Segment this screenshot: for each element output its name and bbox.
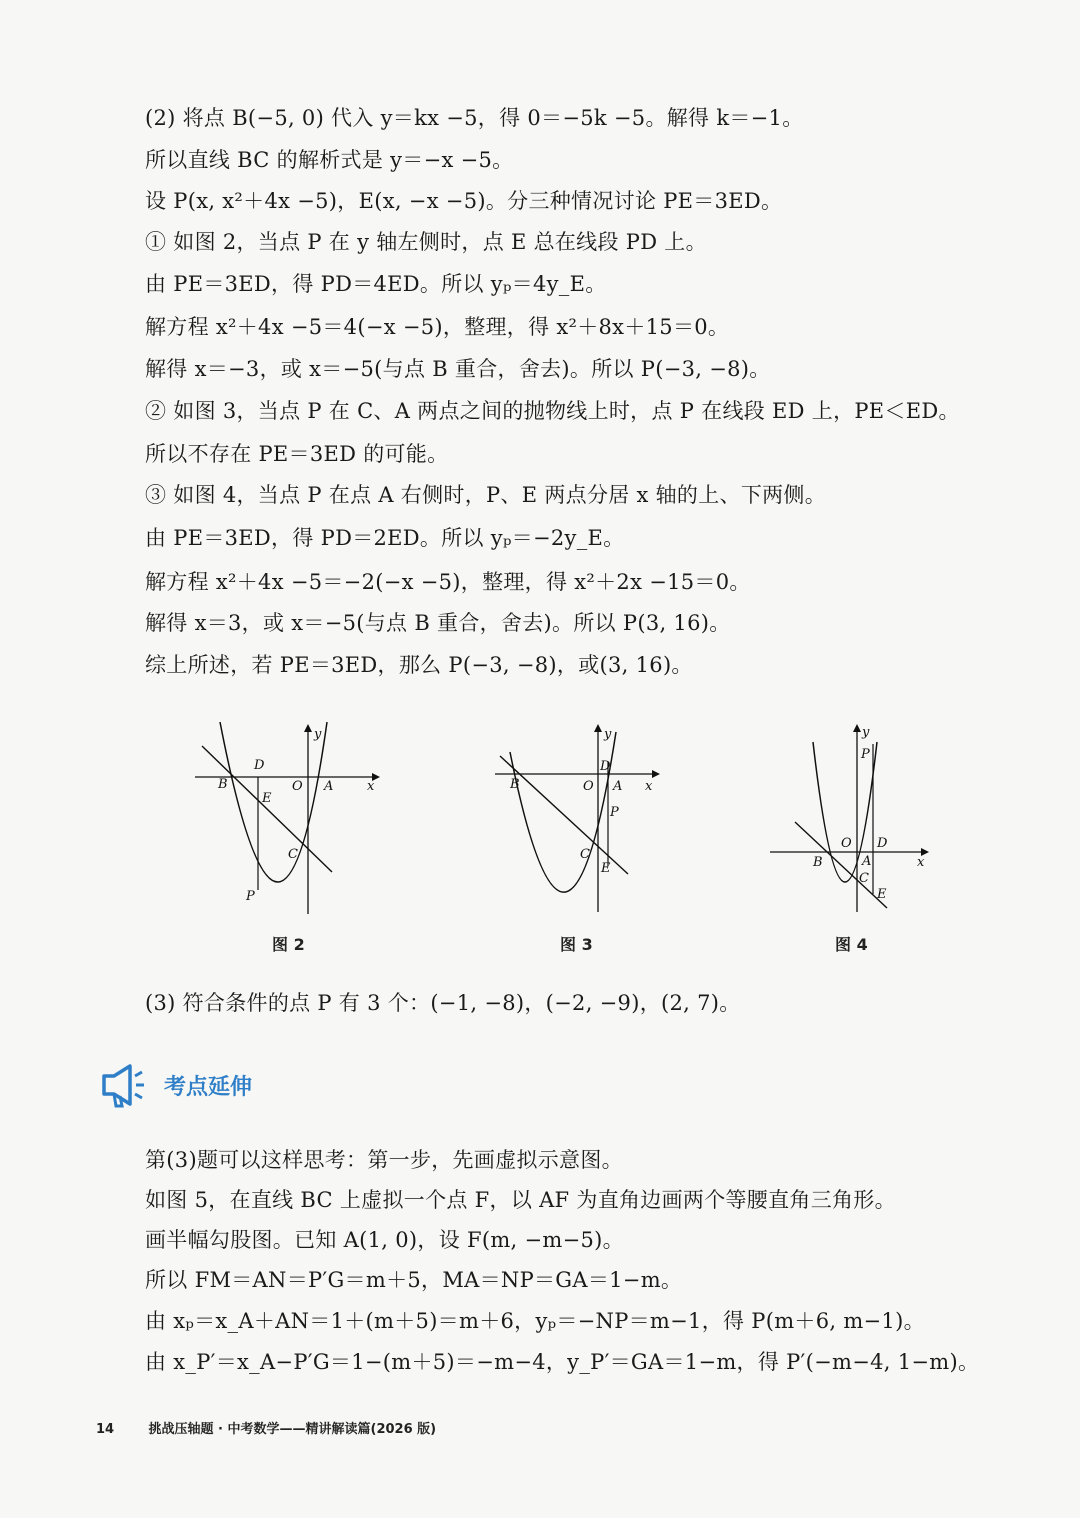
label-y: y [314, 727, 322, 742]
label-p: P [610, 805, 619, 820]
solution-line-7: 解得 x＝−3，或 x＝−5(与点 B 重合，舍去)。所以 P(−3, −8)。 [145, 357, 771, 381]
label-a: A [613, 779, 623, 794]
x-axis-arrow-icon [652, 770, 660, 778]
label-e: E [877, 887, 887, 902]
label-o: O [841, 836, 852, 851]
figure-4 [765, 722, 945, 922]
page-number: 14 [96, 1422, 115, 1437]
figure-4-caption: 图 4 [835, 935, 868, 954]
megaphone-icon [100, 1062, 152, 1108]
parabola [220, 722, 327, 882]
solution-line-1: (2) 将点 B(−5, 0) 代入 y＝kx −5，得 0＝−5k −5。解得 k＝−1。 [145, 106, 804, 130]
figure-4-graph [765, 722, 945, 922]
label-d: D [877, 836, 888, 851]
solution-line-2: 所以直线 BC 的解析式是 y＝−x −5。 [145, 148, 514, 172]
label-e: E [601, 861, 611, 876]
label-c: C [288, 847, 298, 862]
y-axis-arrow-icon [853, 724, 861, 732]
label-o: O [583, 779, 594, 794]
extension-line-2: 如图 5，在直线 BC 上虚拟一个点 F，以 AF 为直角边画两个等腰直角三角形。 [145, 1188, 896, 1212]
extension-line-5: 由 xₚ＝x_A＋AN＝1＋(m＋5)＝m＋6，yₚ＝−NP＝m−1，得 P(m＋6, m−1)。 [145, 1309, 925, 1333]
label-d: D [600, 759, 611, 774]
extension-line-3: 画半幅勾股图。已知 A(1, 0)，设 F(m, −m−5)。 [145, 1228, 624, 1252]
solution-line-10: ③ 如图 4，当点 P 在点 A 右侧时，P、E 两点分居 x 轴的上、下两侧。 [145, 483, 827, 507]
label-y: y [604, 727, 612, 742]
extension-line-1: 第(3)题可以这样思考：第一步，先画虚拟示意图。 [145, 1148, 623, 1172]
solution-line-9: 所以不存在 PE＝3ED 的可能。 [145, 442, 449, 466]
solution-line-6: 解方程 x²＋4x −5＝4(−x −5)，整理，得 x²＋8x＋15＝0。 [145, 315, 730, 339]
label-x: x [645, 779, 653, 794]
label-p: P [861, 747, 870, 762]
label-y: y [862, 725, 870, 740]
label-p: P [246, 889, 255, 904]
label-o: O [292, 779, 303, 794]
section-header [100, 1060, 252, 1110]
figure-3 [490, 722, 690, 922]
label-c: C [859, 871, 869, 886]
label-a: A [862, 854, 872, 869]
y-axis-arrow-icon [304, 724, 312, 732]
label-a: A [324, 779, 334, 794]
label-x: x [367, 779, 375, 794]
label-d: D [254, 758, 265, 773]
part-3-answer: (3) 符合条件的点 P 有 3 个：(−1, −8)，(−2, −9)，(2, 7)。 [145, 991, 741, 1015]
book-title: 挑战压轴题 · 中考数学——精讲解读篇(2026 版) [148, 1422, 437, 1437]
label-c: C [580, 847, 590, 862]
solution-line-13: 解得 x＝3，或 x＝−5(与点 B 重合，舍去)。所以 P(3, 16)。 [145, 611, 731, 635]
label-b: B [510, 777, 520, 792]
figure-2 [190, 722, 390, 922]
extension-line-4: 所以 FM＝AN＝P′G＝m＋5，MA＝NP＝GA＝1−m。 [145, 1268, 683, 1292]
section-title: 考点延伸 [164, 1074, 253, 1100]
solution-line-8: ② 如图 3，当点 P 在 C、A 两点之间的抛物线上时，点 P 在线段 ED 上，PE＜ED。 [145, 399, 960, 423]
solution-line-5: 由 PE＝3ED，得 PD＝4ED。所以 yₚ＝4y_E。 [145, 272, 607, 296]
solution-line-3: 设 P(x, x²＋4x −5)，E(x, −x −5)。分三种情况讨论 PE＝3ED。 [145, 189, 783, 213]
figure-3-caption: 图 3 [560, 935, 593, 954]
figure-2-caption: 图 2 [272, 935, 305, 954]
solution-line-11: 由 PE＝3ED，得 PD＝2ED。所以 yₚ＝−2y_E。 [145, 526, 625, 550]
label-b: B [218, 777, 228, 792]
solution-line-14: 综上所述，若 PE＝3ED，那么 P(−3, −8)，或(3, 16)。 [145, 653, 693, 677]
figure-3-graph [490, 722, 690, 922]
solution-line-12: 解方程 x²＋4x −5＝−2(−x −5)，整理，得 x²＋2x −15＝0。 [145, 570, 751, 594]
y-axis-arrow-icon [594, 724, 602, 732]
figure-2-graph [190, 722, 390, 922]
label-e: E [262, 791, 272, 806]
page-footer [96, 1418, 436, 1437]
extension-line-6: 由 x_P′＝x_A−P′G＝1−(m＋5)＝−m−4，y_P′＝GA＝1−m，得 P′(−m−4, 1−m)。 [145, 1350, 980, 1374]
label-x: x [917, 855, 925, 870]
label-b: B [813, 855, 823, 870]
solution-line-4: ① 如图 2，当点 P 在 y 轴左侧时，点 E 总在线段 PD 上。 [145, 230, 707, 254]
